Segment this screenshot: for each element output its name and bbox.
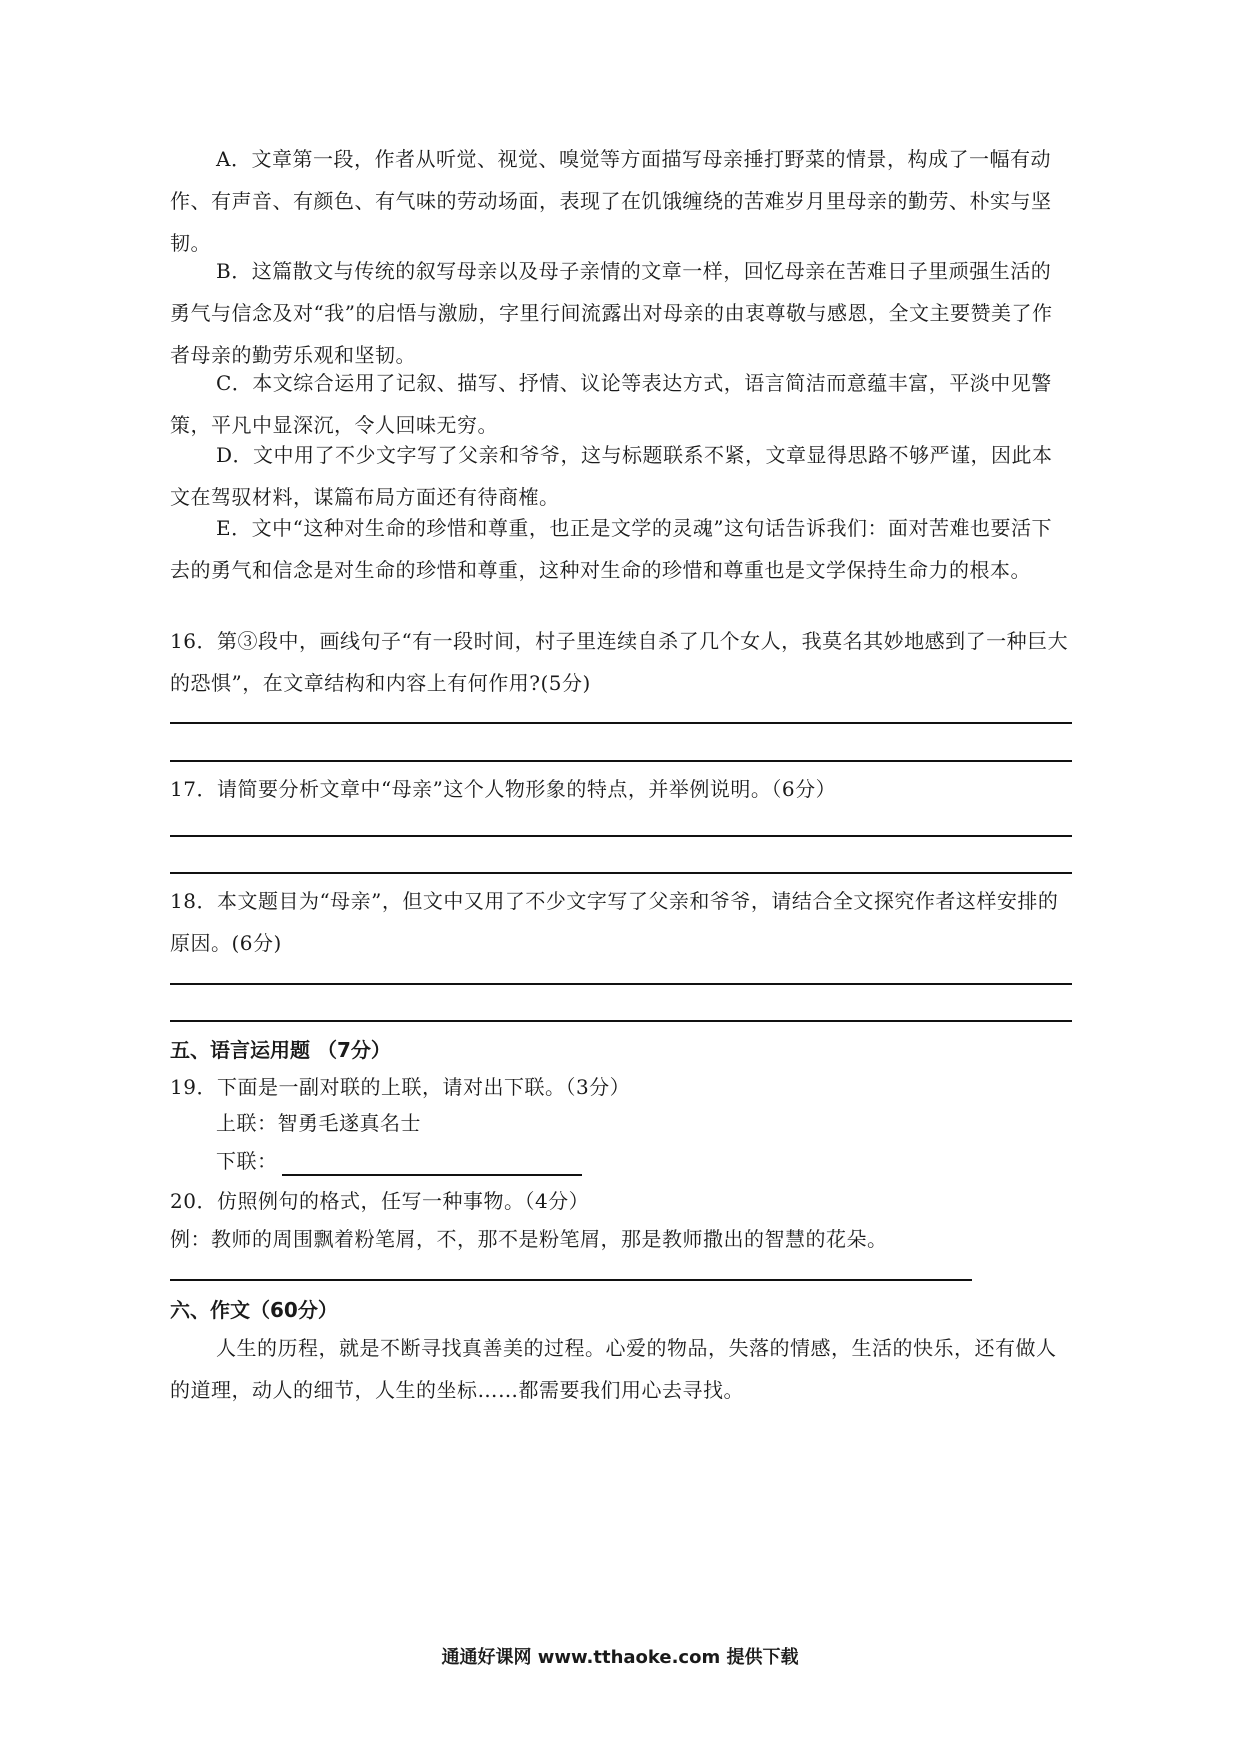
- option-e: E．文中“这种对生命的珍惜和尊重，也正是文学的灵魂”这句话告诉我们：面对苦难也要活下去的勇气和信念是对生命的珍惜和尊重，这种对生命的珍惜和尊重也是文学保持生命力的根本。: [170, 516, 1053, 582]
- option-a: A．文章第一段，作者从听觉、视觉、嗅觉等方面描写母亲捶打野菜的情景，构成了一幅有动作、有声音、有颜色、有气味的劳动场面，表现了在饥饿缠绕的苦难岁月里母亲的勤劳、朴实与坚韧。: [170, 147, 1052, 255]
- question-18: 18．本文题目为“母亲”，但文中又用了不少文字写了父亲和爷爷，请结合全文探究作者这样安排的原因。(6分): [170, 889, 1059, 955]
- answer-line-17-1[interactable]: [170, 835, 1072, 837]
- essay-prompt: 人生的历程，就是不断寻找真善美的过程。心爱的物品，失落的情感，生活的快乐，还有做人的道理，动人的细节，人生的坐标……都需要我们用心去寻找。: [170, 1336, 1057, 1402]
- option-b: B．这篇散文与传统的叙写母亲以及母子亲情的文章一样，回忆母亲在苦难日子里顽强生活的勇气与信念及对“我”的启悟与激励，字里行间流露出对母亲的由衷尊敬与感恩，全文主要赞美了作者母亲的勤劳乐观和坚韧。: [170, 259, 1053, 367]
- question-17: 17．请简要分析文章中“母亲”这个人物形象的特点，并举例说明。（6分）: [170, 777, 837, 801]
- answer-line-18-2[interactable]: [170, 1020, 1072, 1022]
- option-d: D．文中用了不少文字写了父亲和爷爷，这与标题联系不紧，文章显得思路不够严谨，因此本文在驾驭材料，谋篇布局方面还有待商榷。: [170, 443, 1053, 509]
- answer-line-17-2[interactable]: [170, 872, 1072, 874]
- couplet-lower-row: [216, 1146, 582, 1176]
- answer-line-18-1[interactable]: [170, 983, 1072, 985]
- answer-line-16-1[interactable]: [170, 722, 1072, 724]
- section5-heading: 五、语言运用题 （7分）: [170, 1038, 391, 1062]
- question-20: 20．仿照例句的格式，任写一种事物。（4分）: [170, 1189, 590, 1213]
- footer-credit: 通通好课网 www.tthaoke.com 提供下载: [441, 1647, 799, 1668]
- question-19: 19．下面是一副对联的上联，请对出下联。（3分）: [170, 1075, 631, 1099]
- couplet-lower-blank[interactable]: [282, 1154, 582, 1176]
- option-c: C．本文综合运用了记叙、描写、抒情、议论等表达方式，语言简洁而意蕴丰富，平淡中见警策，平凡中显深沉，令人回味无穷。: [170, 371, 1052, 437]
- section6-heading: 六、作文（60分）: [170, 1298, 338, 1322]
- question-16: 16．第③段中，画线句子“有一段时间，村子里连续自杀了几个女人，我莫名其妙地感到了一种巨大的恐惧”，在文章结构和内容上有何作用?(5分): [170, 629, 1069, 695]
- example-sentence: 例：教师的周围飘着粉笔屑，不，那不是粉笔屑，那是教师撒出的智慧的花朵。: [170, 1227, 888, 1251]
- couplet-lower-label: 下联：: [216, 1149, 278, 1173]
- answer-line-16-2[interactable]: [170, 760, 1072, 762]
- couplet-upper: 上联：智勇毛遂真名士: [216, 1111, 421, 1135]
- answer-line-20[interactable]: [170, 1279, 972, 1281]
